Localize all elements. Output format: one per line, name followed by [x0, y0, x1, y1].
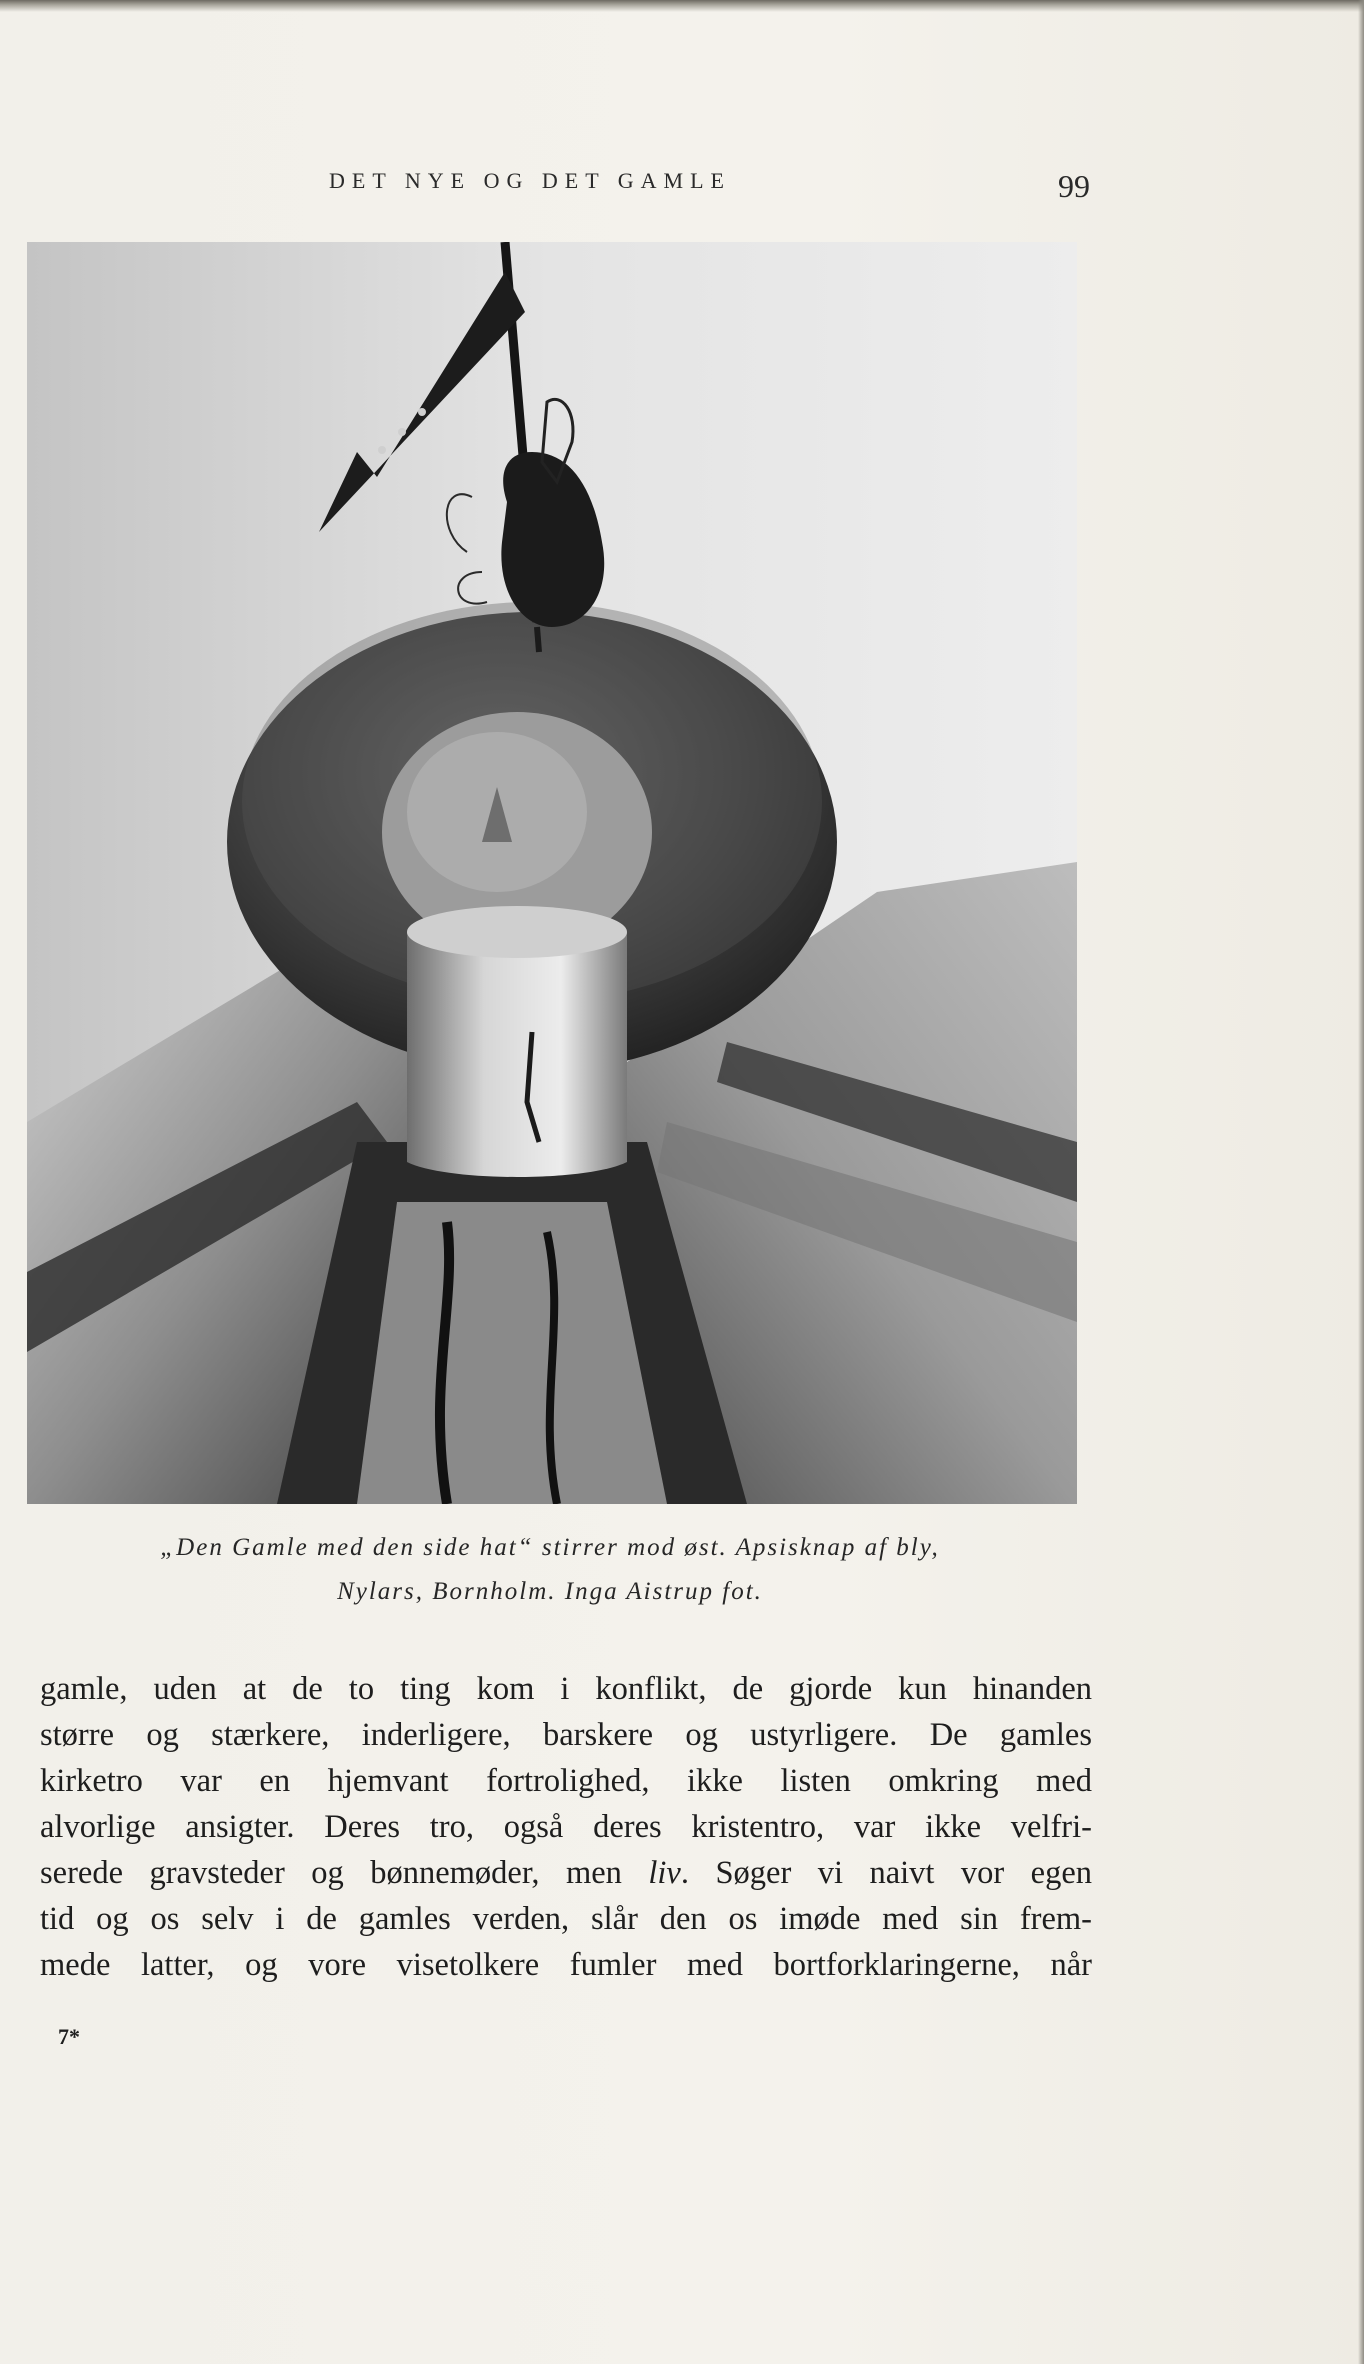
- emphasis-liv: liv: [648, 1855, 681, 1891]
- running-head: DET NYE OG DET GAMLE: [329, 168, 731, 193]
- text-line: tid og os selv i de gamles verden, slår den os imøde med sin frem-: [40, 1901, 1092, 1937]
- text-line: større og stærkere, inderligere, barskere og ustyrligere. De gamles: [40, 1717, 1092, 1753]
- photo-caption: [60, 1526, 1040, 1614]
- text-line: kirketro var en hjemvant fortrolighed, ikke listen omkring med: [40, 1763, 1092, 1799]
- photograph-apse-finial: [27, 242, 1077, 1504]
- printer-signature-mark: 7*: [58, 2024, 80, 2049]
- text-line: alvorlige ansigter. Deres tro, også deres kristentro, var ikke velfri-: [40, 1809, 1092, 1845]
- caption-line-1: „Den Gamle med den side hat“ stirrer mod øst. Apsisknap af bly,: [160, 1534, 940, 1561]
- body-paragraph: [40, 1666, 1092, 1988]
- page-right-edge: [1358, 0, 1364, 2364]
- text-line: gamle, uden at de to ting kom i konflikt, de gjorde kun hinanden: [40, 1671, 1092, 1707]
- text-line: mede latter, og vore visetolkere fumler med bortforklaringerne, når: [40, 1947, 1092, 1983]
- text-line: serede gravsteder og bønnemøder, men liv. Søger vi naivt vor egen: [40, 1855, 1092, 1891]
- page-top-edge: [0, 0, 1364, 12]
- caption-line-2: Nylars, Bornholm. Inga Aistrup fot.: [337, 1578, 763, 1605]
- page-number: 99: [1058, 168, 1090, 204]
